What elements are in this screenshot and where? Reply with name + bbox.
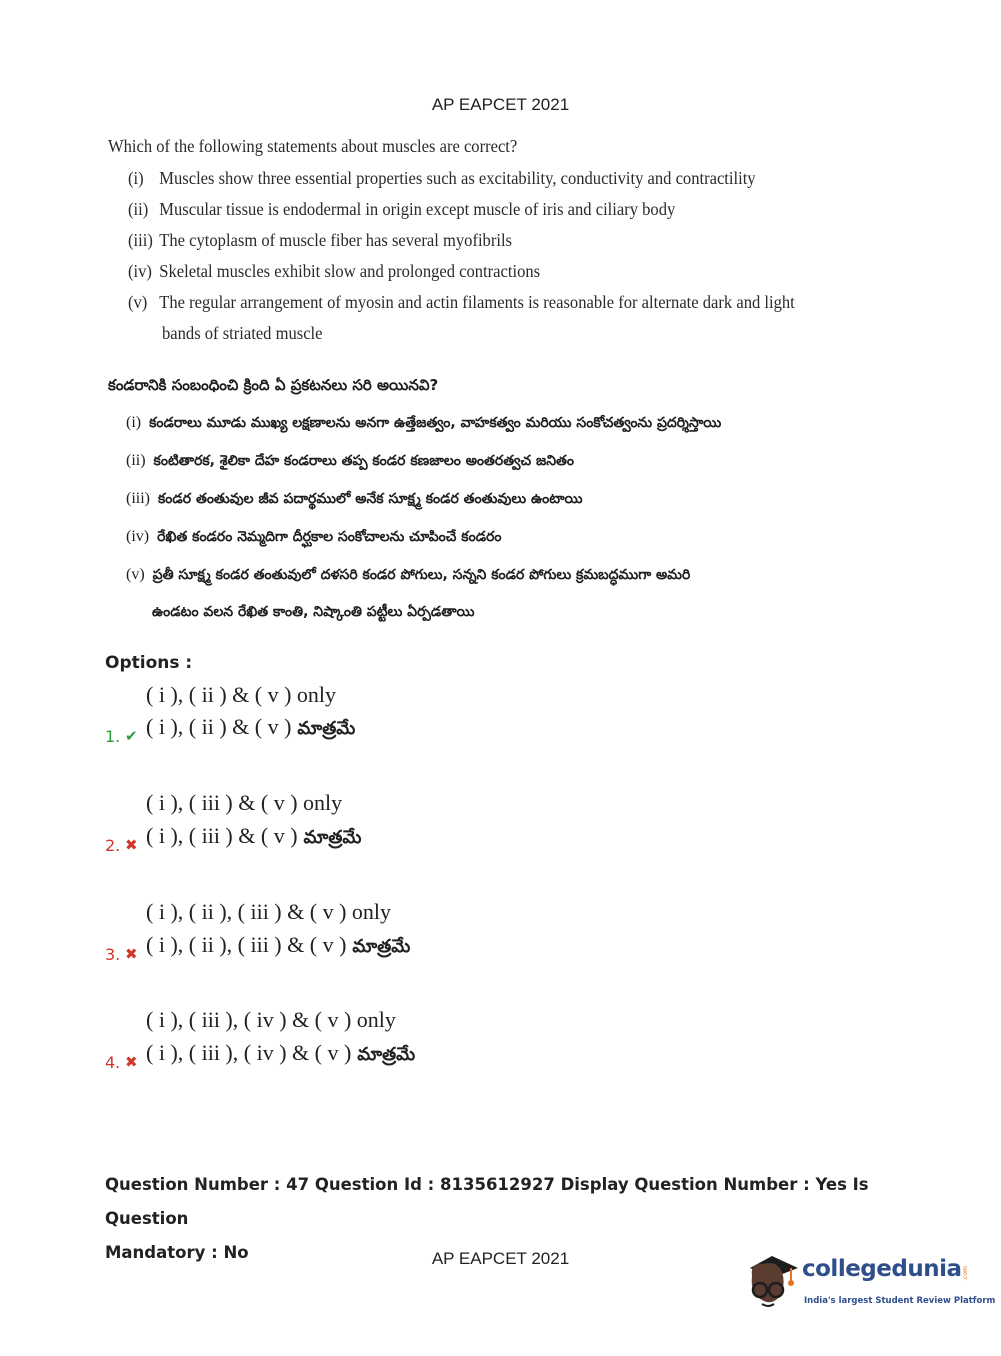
- statement-text: రేఖిత కండరం నెమ్మదిగా దీర్ఘకాల సంకోచాలను చూపించే కండరం: [157, 529, 502, 545]
- statement-en-5: [128, 292, 795, 313]
- cross-icon: ✖: [125, 836, 138, 854]
- option-telugu-word: మాత్రమే: [297, 718, 356, 739]
- mascot-icon: [742, 1250, 802, 1320]
- statement-text: Skeletal muscles exhibit slow and prolonged contractions: [159, 261, 541, 281]
- collegedunia-logo: [742, 1250, 996, 1320]
- options-label: Options :: [105, 653, 193, 673]
- statement-number: (v): [128, 292, 148, 312]
- logo-wordmark: collegedunia: [802, 1256, 962, 1282]
- option-2-english: ( i ), ( iii ) & ( v ) only: [146, 790, 343, 815]
- option-3-number: 3.: [105, 945, 121, 964]
- statement-number: (ii): [128, 199, 149, 219]
- statement-text: ప్రతీ సూక్ష్మ కండర తంతువులో దళసరి కండర పోగులు, సన్నని కండర పోగులు క్రమబద్ధముగా అమరి: [152, 567, 691, 583]
- statement-text: Muscles show three essential properties such as excitability, conductivity and contractility: [159, 168, 756, 188]
- statement-number: (iii): [126, 490, 150, 507]
- option-2-number: 2.: [105, 836, 121, 855]
- statement-number: (i): [128, 168, 144, 188]
- cross-icon: ✖: [125, 1053, 138, 1071]
- statement-text: Muscular tissue is endodermal in origin except muscle of iris and ciliary body: [159, 199, 676, 219]
- logo-tagline: India's largest Student Review Platform: [804, 1296, 996, 1306]
- option-3-english: ( i ), ( ii ), ( iii ) & ( v ) only: [146, 899, 392, 924]
- statement-text: కండరాలు మూడు ముఖ్య లక్షణాలను అనగా ఉత్తేజత్వం, వాహకత్వం మరియు సంకోచత్వంను ప్రదర్శిస్తాయి: [149, 415, 722, 431]
- option-telugu-prefix: ( i ), ( iii ) & ( v ): [146, 823, 298, 848]
- statement-number: (v): [126, 566, 145, 583]
- page-footer-title: AP EAPCET 2021: [431, 1249, 570, 1268]
- statement-number: (ii): [126, 452, 146, 469]
- option-1-number: 1.: [105, 727, 121, 746]
- statement-text: The regular arrangement of myosin and actin filaments is reasonable for alternate dark and light: [159, 292, 795, 312]
- option-4-number: 4.: [105, 1053, 121, 1072]
- statement-te-5-continuation: ఉండటం వలన రేఖిత కాంతి, నిష్కాంతి పట్టీలు ఏర్పడతాయి: [152, 604, 475, 620]
- option-telugu-word: మాత్రమే: [357, 1044, 416, 1065]
- statement-te-2: [126, 452, 574, 472]
- statement-en-3: [128, 230, 512, 251]
- statement-number: (iv): [126, 528, 150, 545]
- option-telugu-word: మాత్రమే: [352, 936, 411, 957]
- statement-en-5-continuation: bands of striated muscle: [162, 323, 323, 343]
- option-telugu-word: మాత్రమే: [303, 827, 362, 848]
- option-2-telugu: [146, 823, 361, 852]
- statement-number: (i): [126, 414, 142, 431]
- statement-number: (iv): [128, 261, 152, 281]
- question-meta-line-1: Question Number : 47 Question Id : 8135612927 Display Question Number : Yes Is Question: [105, 1175, 869, 1228]
- option-telugu-prefix: ( i ), ( ii ) & ( v ): [146, 714, 292, 739]
- option-3-telugu: [146, 932, 410, 961]
- statement-text: కండర తంతువుల జీవ పదార్థములో అనేక సూక్ష్మ కండర తంతువులు ఉంటాయి: [158, 491, 583, 507]
- option-4-english: ( i ), ( iii ), ( iv ) & ( v ) only: [146, 1007, 396, 1032]
- statement-text: కంటితారక, శైలికా దేహ కండరాలు తప్ప కండర కణజాలం అంతరత్వచ జనితం: [153, 453, 575, 469]
- cross-icon: ✖: [125, 945, 138, 963]
- option-telugu-prefix: ( i ), ( iii ), ( iv ) & ( v ): [146, 1040, 352, 1065]
- option-4-telugu: [146, 1040, 415, 1069]
- statement-te-5: [126, 566, 690, 586]
- question-stem-telugu: కండరానికి సంబంధించి క్రింది ఏ ప్రకటనలు సరి అయినవి?: [108, 376, 439, 394]
- statement-en-2: [128, 199, 675, 220]
- page-header-title: AP EAPCET 2021: [431, 95, 570, 114]
- statement-te-4: [126, 528, 501, 548]
- statement-en-4: [128, 261, 540, 282]
- option-1-telugu: [146, 714, 355, 743]
- question-meta-line-2: Mandatory : No: [105, 1243, 249, 1262]
- option-1-english: ( i ), ( ii ) & ( v ) only: [146, 682, 337, 707]
- statement-te-3: [126, 490, 583, 510]
- statement-te-1: [126, 414, 721, 434]
- statement-en-1: [128, 168, 756, 189]
- option-telugu-prefix: ( i ), ( ii ), ( iii ) & ( v ): [146, 932, 347, 957]
- statement-number: (iii): [128, 230, 153, 250]
- question-stem-english: Which of the following statements about muscles are correct?: [108, 136, 518, 156]
- logo-suffix: .com: [961, 1266, 969, 1281]
- check-icon: ✔: [125, 727, 138, 745]
- statement-text: The cytoplasm of muscle fiber has several myofibrils: [159, 230, 512, 250]
